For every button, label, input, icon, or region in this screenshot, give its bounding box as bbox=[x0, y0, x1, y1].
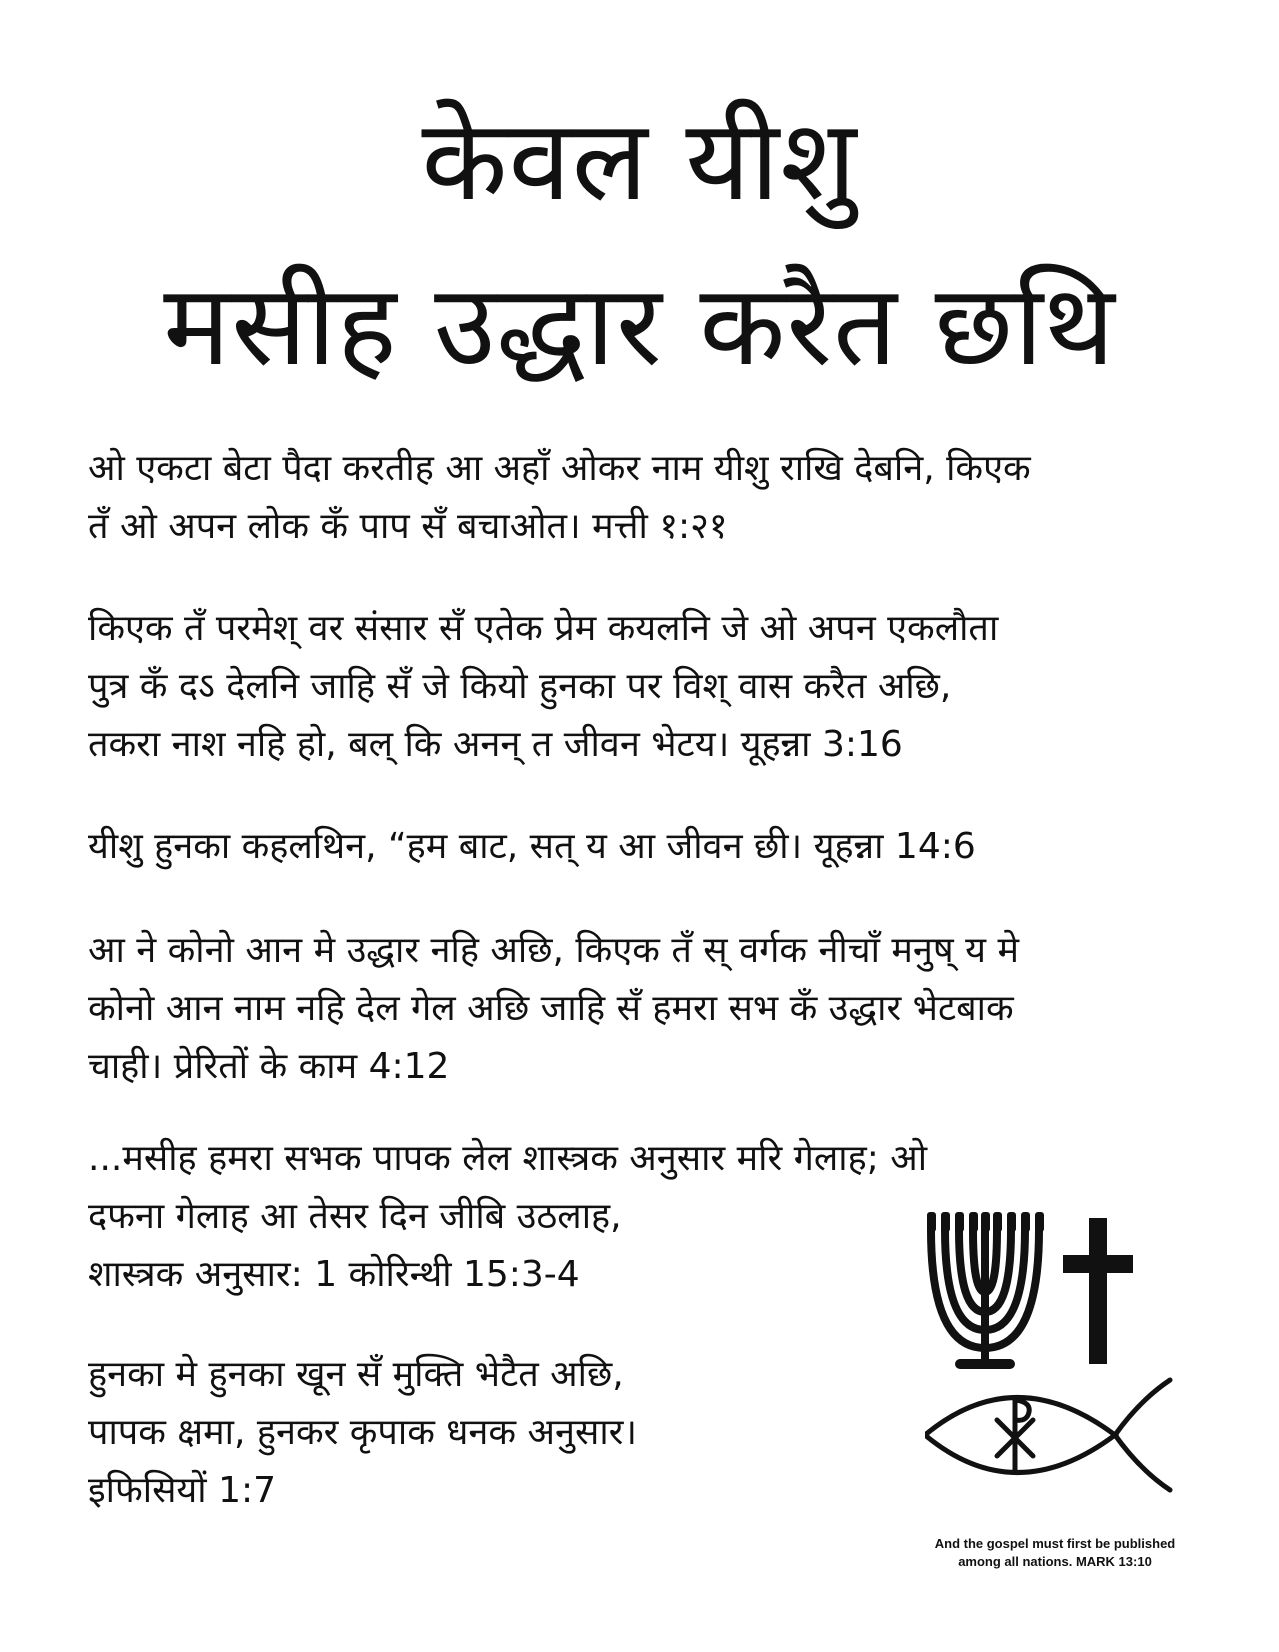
verse-line: कोनो आन नाम नहि देल गेल अछि जाहि सँ हमरा सभ कँ उद्धार भेटबाक bbox=[88, 988, 1014, 1029]
verse-line: यीशु हुनका कहलथिन, “हम बाट, सत् य आ जीवन छी। यूहन्ना 14:6 bbox=[88, 826, 976, 867]
page-title-line-2: मसीह उद्धार करैत छथि bbox=[163, 261, 1116, 391]
ichthys-chi-rho-icon bbox=[925, 1380, 1170, 1490]
verse-matthew-1-21 bbox=[88, 440, 1208, 556]
verse-line: ...मसीह हमरा सभक पापक लेल शास्त्रक अनुसार मरि गेलाह; ओ bbox=[88, 1138, 928, 1179]
verse-line: इफिसियों 1:7 bbox=[88, 1470, 277, 1511]
verse-line: चाही। प्रेरितों के काम 4:12 bbox=[88, 1046, 450, 1087]
verse-line: पापक क्षमा, हुनकर कृपाक धनक अनुसार। bbox=[88, 1412, 638, 1453]
verse-line: तकरा नाश नहि हो, बल् कि अनन् त जीवन भेटय। यूहन्ना 3:16 bbox=[88, 724, 903, 765]
verse-acts-4-12 bbox=[88, 922, 1208, 1096]
page-title-line-1: केवल यीशु bbox=[421, 96, 858, 226]
cross-icon bbox=[1063, 1218, 1133, 1364]
christian-symbols bbox=[925, 1080, 1185, 1550]
verse-line: शास्त्रक अनुसार: 1 कोरिन्थी 15:3-4 bbox=[88, 1254, 580, 1295]
tagline-line: among all nations. MARK 13:10 bbox=[958, 1554, 1152, 1569]
verse-line: पुत्र कँ दऽ देलनि जाहि सँ जे कियो हुनका पर विश् वास करैत अछि, bbox=[88, 666, 952, 707]
tagline-mark-13-10 bbox=[900, 1535, 1210, 1571]
verse-line: तँ ओ अपन लोक कँ पाप सँ बचाओत। मत्ती १:२१ bbox=[88, 506, 728, 547]
menorah-candles bbox=[927, 1212, 1044, 1232]
verse-line: ओ एकटा बेटा पैदा करतीह आ अहाँ ओकर नाम यीशु राखि देबनि, किएक bbox=[88, 448, 1031, 489]
menorah-icon bbox=[931, 1230, 1039, 1364]
verse-john-14-6 bbox=[88, 818, 1208, 876]
verse-line: किएक तँ परमेश् वर संसार सँ एतेक प्रेम कयलनि जे ओ अपन एकलौता bbox=[88, 608, 999, 649]
verse-line: दफना गेलाह आ तेसर दिन जीबि उठलाह, bbox=[88, 1196, 622, 1237]
verse-john-3-16 bbox=[88, 600, 1208, 774]
verse-line: हुनका मे हुनका खून सँ मुक्ति भेटैत अछि, bbox=[88, 1354, 624, 1395]
verse-line: आ ने कोनो आन मे उद्धार नहि अछि, किएक तँ स् वर्गक नीचाँ मनुष् य मे bbox=[88, 930, 1019, 971]
tagline-line: And the gospel must first be published bbox=[934, 1536, 1176, 1551]
